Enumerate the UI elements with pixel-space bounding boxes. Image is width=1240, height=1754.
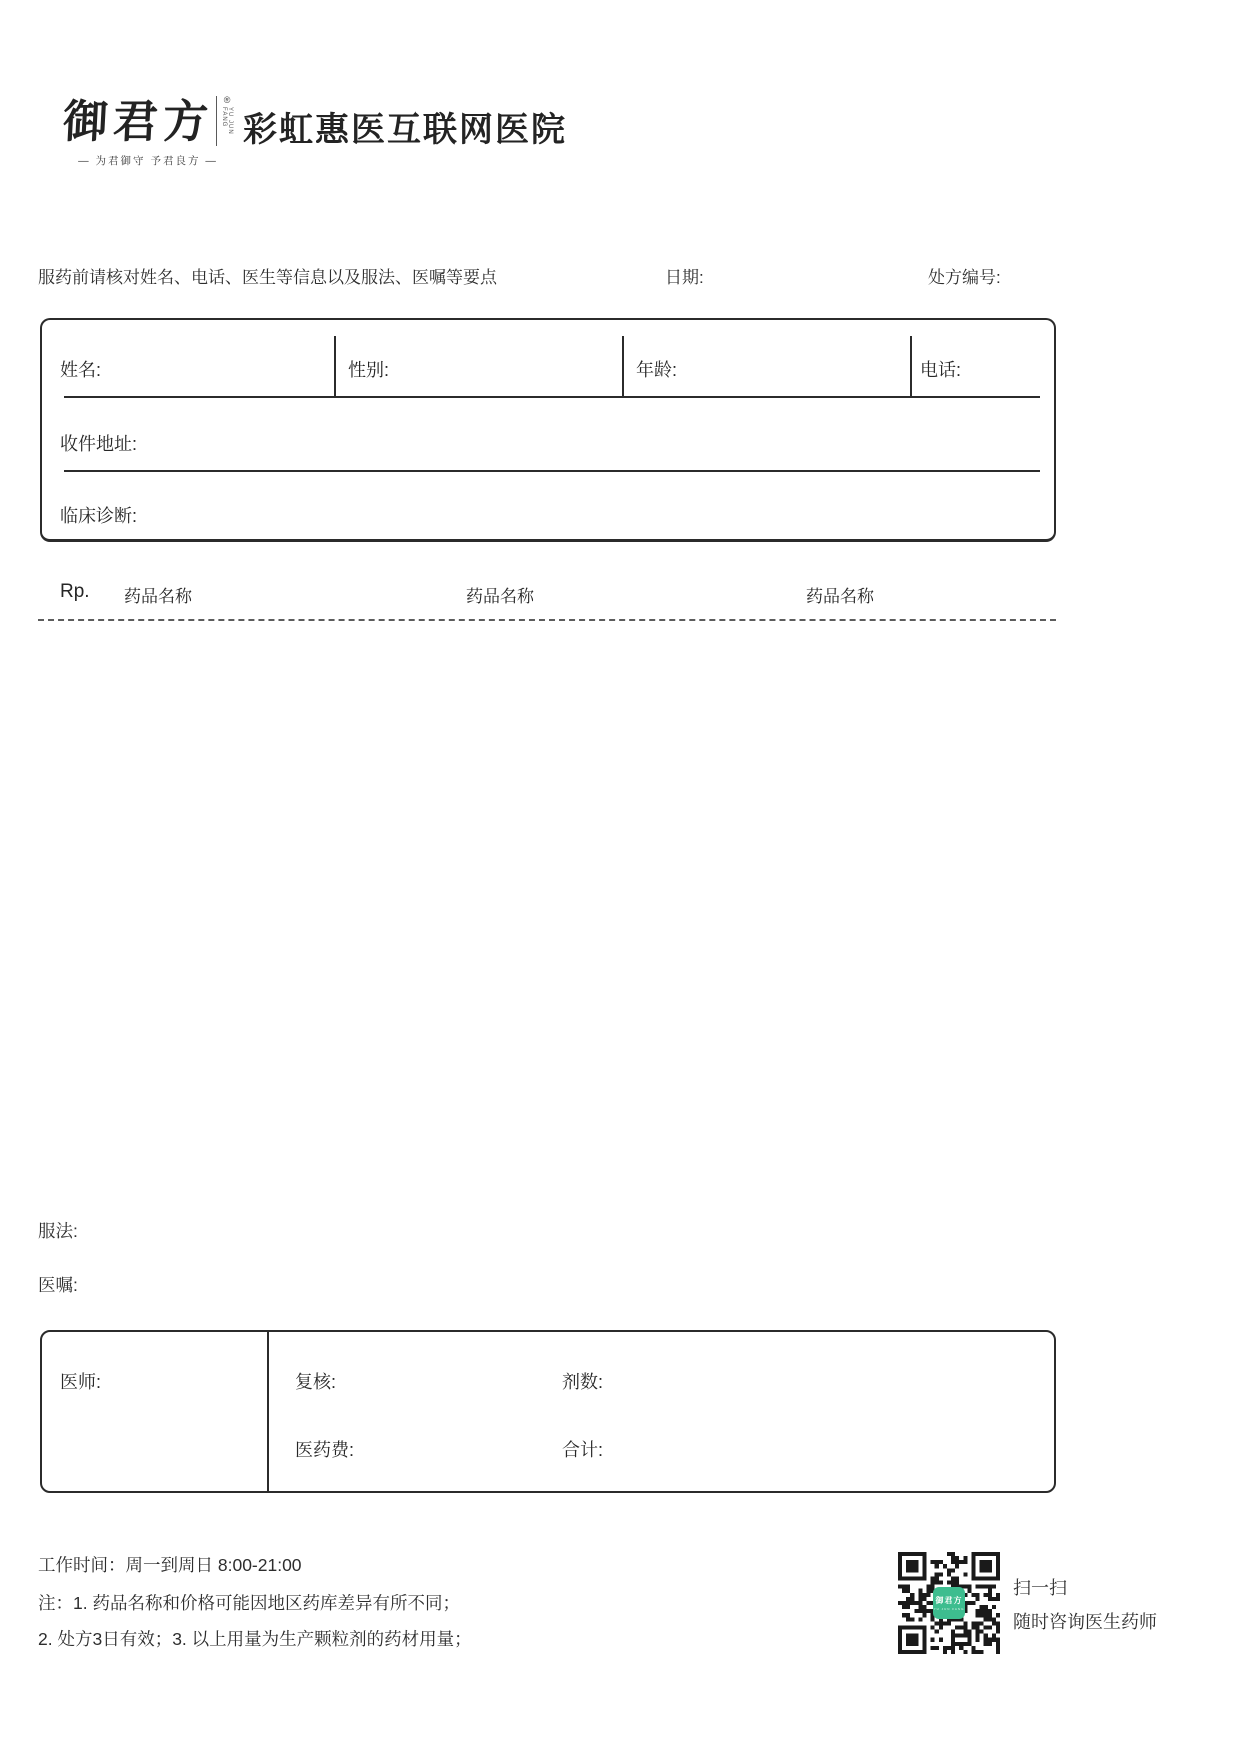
qr-center-logo-subtext: YU JUN FANG [933,1606,965,1611]
qr-scan-hint: 随时咨询医生药师 [1013,1612,1157,1632]
rx-number-field-label: 处方编号: [928,268,1001,287]
dose-count-label: 剂数: [562,1372,604,1392]
qr-scan-label: 扫一扫 [1013,1578,1067,1598]
rp-label: Rp. [60,581,90,602]
drug-name-column-header: 药品名称 [124,587,192,606]
brand-logo [63,96,233,168]
date-field-label: 日期: [665,268,704,287]
usage-method-label: 服法: [38,1221,78,1241]
patient-gender-label: 性别: [348,360,390,380]
footer-note-line2: 2. 处方3日有效；3. 以上用量为生产颗粒剂的药材用量； [38,1629,472,1649]
dashed-separator [38,619,1056,621]
total-label: 合计: [562,1440,604,1460]
verification-notice: 服药前请核对姓名、电话、医生等信息以及服法、医嘱等要点 [38,268,497,287]
brand-logo-text: 御君方 [61,95,215,148]
divider [64,470,1040,472]
prescription-items-area [38,625,1056,1205]
working-hours-text: 工作时间：周一到周日 8:00-21:00 [38,1555,302,1575]
clinical-diagnosis-label: 临床诊断: [60,506,138,526]
footer-note-line1: 注：1. 药品名称和价格可能因地区药库差异有所不同； [38,1593,460,1613]
medicine-fee-label: 医药费: [295,1440,355,1460]
patient-name-label: 姓名: [60,360,102,380]
qr-center-logo [933,1587,965,1619]
summary-box [40,1330,1056,1493]
patient-info-box [40,318,1056,542]
divider [622,336,624,398]
doctor-advice-label: 医嘱: [38,1275,78,1295]
shipping-address-label: 收件地址: [60,434,138,454]
divider [334,336,336,398]
review-label: 复核: [295,1372,337,1392]
registered-trademark-icon: ® [223,95,231,105]
qr-code [898,1552,1000,1654]
hospital-title: 彩虹惠医互联网医院 [243,111,567,149]
divider [267,1332,269,1491]
brand-logo-vertical-text: YU JUN FANG [221,107,234,135]
patient-age-label: 年龄: [636,360,678,380]
divider [910,336,912,398]
brand-tagline: — 为君御守 予君良方 — [78,155,218,167]
qr-center-logo-text: 御君方 [935,1595,963,1605]
drug-name-column-header: 药品名称 [466,587,534,606]
divider [64,396,1040,398]
patient-phone-label: 电话: [920,360,962,380]
drug-name-column-header: 药品名称 [806,587,874,606]
doctor-label: 医师: [60,1372,102,1392]
brand-logo-side [216,96,233,146]
